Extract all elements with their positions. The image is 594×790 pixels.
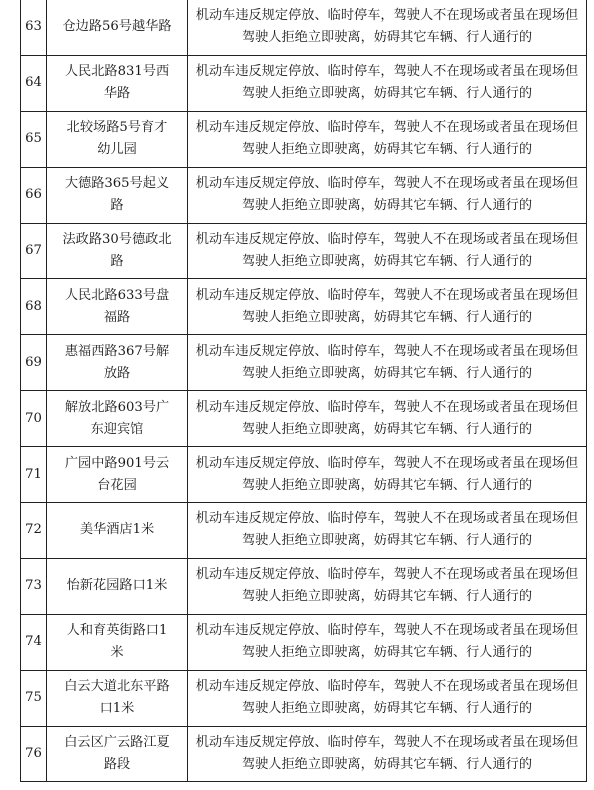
location-cell <box>47 391 188 447</box>
row-number: 72 <box>21 503 47 559</box>
description-text: 机动车违反规定停放、临时停车，驾驶人不在现场或者虽在现场但驾驶人拒绝立即驶离，妨碍其它车辆、行人通行的 <box>195 8 579 46</box>
location-cell <box>47 726 188 782</box>
location-cell <box>47 111 188 167</box>
description-text: 机动车违反规定停放、临时停车，驾驶人不在现场或者虽在现场但驾驶人拒绝立即驶离，妨碍其它车辆、行人通行的 <box>195 64 579 102</box>
table-row <box>21 0 587 55</box>
description-text: 机动车违反规定停放、临时停车，驾驶人不在现场或者虽在现场但驾驶人拒绝立即驶离，妨碍其它车辆、行人通行的 <box>195 399 579 437</box>
location-cell <box>47 55 188 111</box>
table-row <box>21 503 587 559</box>
description-text: 机动车违反规定停放、临时停车，驾驶人不在现场或者虽在现场但驾驶人拒绝立即驶离，妨碍其它车辆、行人通行的 <box>195 735 579 773</box>
row-number: 71 <box>21 447 47 503</box>
location-cell <box>47 279 188 335</box>
location-text: 人民北路633号盘福路 <box>64 287 170 325</box>
violation-locations-table <box>20 0 587 782</box>
table-row <box>21 558 587 614</box>
row-number: 75 <box>21 670 47 726</box>
description-cell <box>188 279 587 335</box>
description-cell <box>188 167 587 223</box>
description-text: 机动车违反规定停放、临时停车，驾驶人不在现场或者虽在现场但驾驶人拒绝立即驶离，妨碍其它车辆、行人通行的 <box>195 623 579 661</box>
table-row <box>21 614 587 670</box>
description-text: 机动车违反规定停放、临时停车，驾驶人不在现场或者虽在现场但驾驶人拒绝立即驶离，妨碍其它车辆、行人通行的 <box>195 176 579 214</box>
table-row <box>21 55 587 111</box>
description-text: 机动车违反规定停放、临时停车，驾驶人不在现场或者虽在现场但驾驶人拒绝立即驶离，妨碍其它车辆、行人通行的 <box>195 455 579 493</box>
location-text: 惠福西路367号解放路 <box>64 343 170 381</box>
location-text: 法政路30号德政北路 <box>62 232 172 269</box>
description-cell <box>188 391 587 447</box>
row-number: 65 <box>21 111 47 167</box>
description-cell <box>188 726 587 782</box>
description-cell <box>188 614 587 670</box>
row-number: 74 <box>21 614 47 670</box>
description-text: 机动车违反规定停放、临时停车，驾驶人不在现场或者虽在现场但驾驶人拒绝立即驶离，妨碍其它车辆、行人通行的 <box>195 679 579 717</box>
table-body <box>21 0 587 782</box>
location-cell <box>47 503 188 559</box>
location-cell <box>47 614 188 670</box>
location-text: 美华酒店1米 <box>79 522 155 538</box>
description-text: 机动车违反规定停放、临时停车，驾驶人不在现场或者虽在现场但驾驶人拒绝立即驶离，妨碍其它车辆、行人通行的 <box>195 287 579 325</box>
description-text: 机动车违反规定停放、临时停车，驾驶人不在现场或者虽在现场但驾驶人拒绝立即驶离，妨碍其它车辆、行人通行的 <box>195 232 579 269</box>
table-row <box>21 726 587 782</box>
location-cell <box>47 167 188 223</box>
description-text: 机动车违反规定停放、临时停车，驾驶人不在现场或者虽在现场但驾驶人拒绝立即驶离，妨碍其它车辆、行人通行的 <box>195 511 579 549</box>
description-text: 机动车违反规定停放、临时停车，驾驶人不在现场或者虽在现场但驾驶人拒绝立即驶离，妨碍其它车辆、行人通行的 <box>195 343 579 381</box>
table-row <box>21 391 587 447</box>
row-number: 73 <box>21 558 47 614</box>
table-row <box>21 223 587 279</box>
description-cell <box>188 335 587 391</box>
row-number: 69 <box>21 335 47 391</box>
description-cell <box>188 55 587 111</box>
location-cell <box>47 670 188 726</box>
location-cell <box>47 0 188 55</box>
location-cell <box>47 447 188 503</box>
row-number: 68 <box>21 279 47 335</box>
location-text: 大德路365号起义路 <box>64 176 170 214</box>
table-row <box>21 335 587 391</box>
location-text: 人和育英街路口1米 <box>66 623 168 661</box>
table-row <box>21 670 587 726</box>
description-cell <box>188 670 587 726</box>
table-row <box>21 279 587 335</box>
table-row <box>21 111 587 167</box>
description-cell <box>188 111 587 167</box>
description-cell <box>188 0 587 55</box>
location-text: 北较场路5号育才幼儿园 <box>66 120 168 158</box>
description-cell <box>188 558 587 614</box>
description-text: 机动车违反规定停放、临时停车，驾驶人不在现场或者虽在现场但驾驶人拒绝立即驶离，妨碍其它车辆、行人通行的 <box>195 567 579 605</box>
table-row <box>21 167 587 223</box>
row-number: 64 <box>21 55 47 111</box>
location-cell <box>47 223 188 279</box>
row-number: 63 <box>21 0 47 55</box>
location-text: 白云区广云路江夏路段 <box>64 735 170 773</box>
location-text: 白云大道北东平路口1米 <box>64 679 170 717</box>
location-text: 广园中路901号云台花园 <box>64 455 170 493</box>
description-text: 机动车违反规定停放、临时停车，驾驶人不在现场或者虽在现场但驾驶人拒绝立即驶离，妨碍其它车辆、行人通行的 <box>195 120 579 158</box>
violation-table-container <box>20 0 587 782</box>
row-number: 67 <box>21 223 47 279</box>
description-cell <box>188 447 587 503</box>
location-text: 解放北路603号广东迎宾馆 <box>64 399 170 437</box>
row-number: 70 <box>21 391 47 447</box>
location-text: 人民北路831号西华路 <box>64 64 170 102</box>
row-number: 76 <box>21 726 47 782</box>
description-cell <box>188 223 587 279</box>
table-row <box>21 447 587 503</box>
location-text: 怡新花园路口1米 <box>66 578 168 594</box>
location-cell <box>47 335 188 391</box>
location-cell <box>47 558 188 614</box>
description-cell <box>188 503 587 559</box>
location-text: 仓边路56号越华路 <box>62 19 172 35</box>
row-number: 66 <box>21 167 47 223</box>
